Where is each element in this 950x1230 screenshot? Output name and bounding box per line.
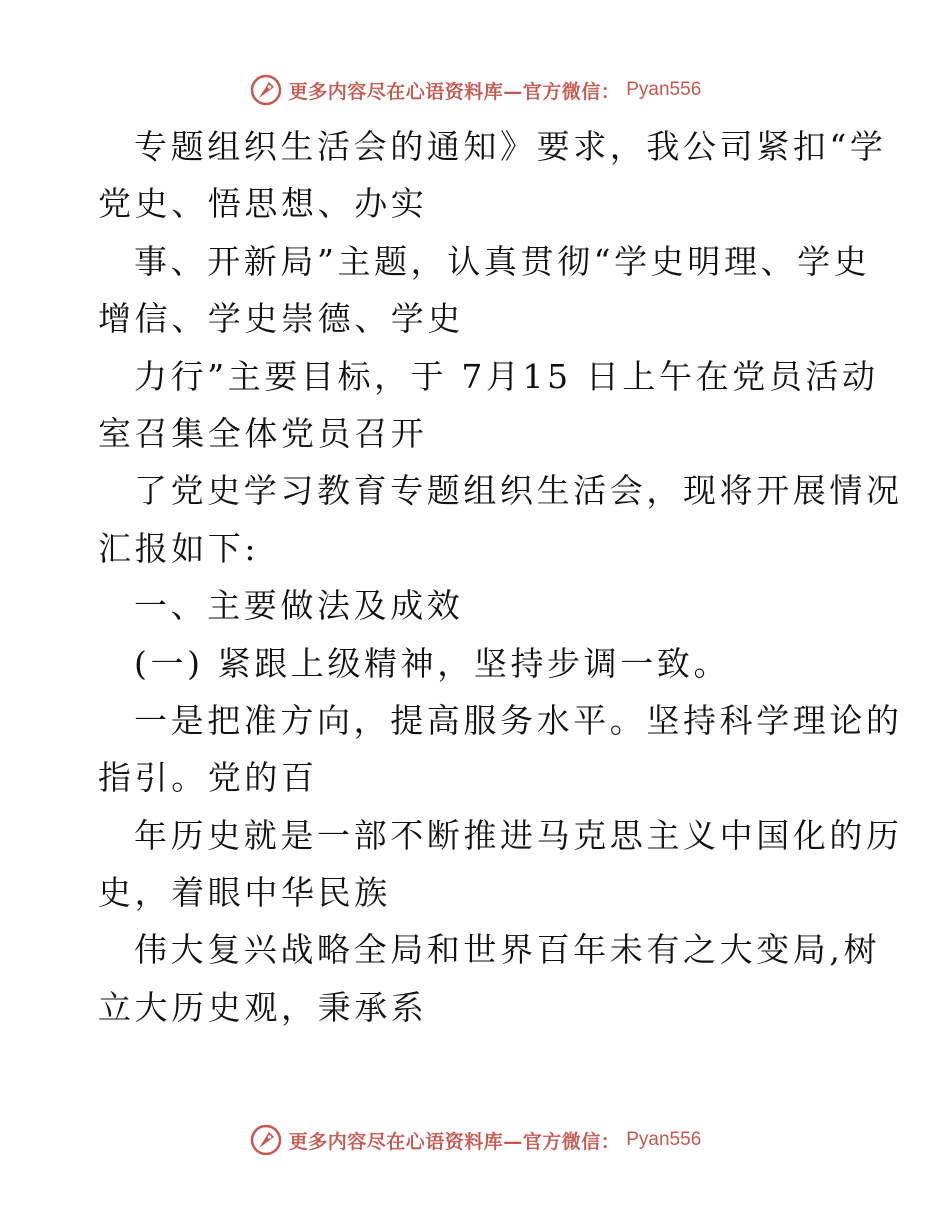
text-line: 年历史就是一部不断推进马克思主义中国化的历 [134, 815, 903, 855]
banner-contact: Pyan556 [626, 1129, 702, 1150]
header-banner [0, 70, 950, 110]
text-line: 指引。党的百 [98, 758, 318, 798]
banner-contact: Pyan556 [626, 79, 702, 100]
text-line: 史，着眼中华民族 [98, 873, 391, 913]
banner-text: 更多内容尽在心语资料库—官方微信： [288, 80, 621, 103]
text-line: 汇报如下: [98, 528, 260, 568]
pen-nib-logo-icon [249, 1123, 283, 1157]
footer-banner [0, 1120, 950, 1160]
text-line: 一是把准方向，提高服务水平。坚持科学理论的 [134, 700, 903, 740]
document-body [98, 118, 903, 1036]
text-line: 了党史学习教育专题组织生活会，现将开展情况 [134, 471, 903, 511]
pen-nib-logo-icon [249, 73, 283, 107]
banner-text: 更多内容尽在心语资料库—官方微信： [288, 1130, 621, 1153]
subsection-heading: (一) 紧跟上级精神，坚持步调一致。 [134, 643, 731, 683]
text-line: 伟大复兴战略全局和世界百年未有之大变局,树 [134, 930, 881, 970]
text-line: 室召集全体党员召开 [98, 413, 428, 453]
section-heading: 一、主要做法及成效 [134, 586, 464, 626]
text-line: 专题组织生活会的通知》要求，我公司紧扣“学 [134, 127, 887, 166]
text-line: 增信、学史崇德、学史 [98, 299, 464, 339]
text-line: 党史、悟思想、办实 [98, 184, 428, 224]
text-line: 事、开新局”主题，认真贯彻“学史明理、学史 [134, 241, 871, 281]
text-line: 力行”主要目标，于 7月15 日上午在党员活动 [134, 356, 879, 396]
text-line: 立大历史观，秉承系 [98, 987, 428, 1027]
